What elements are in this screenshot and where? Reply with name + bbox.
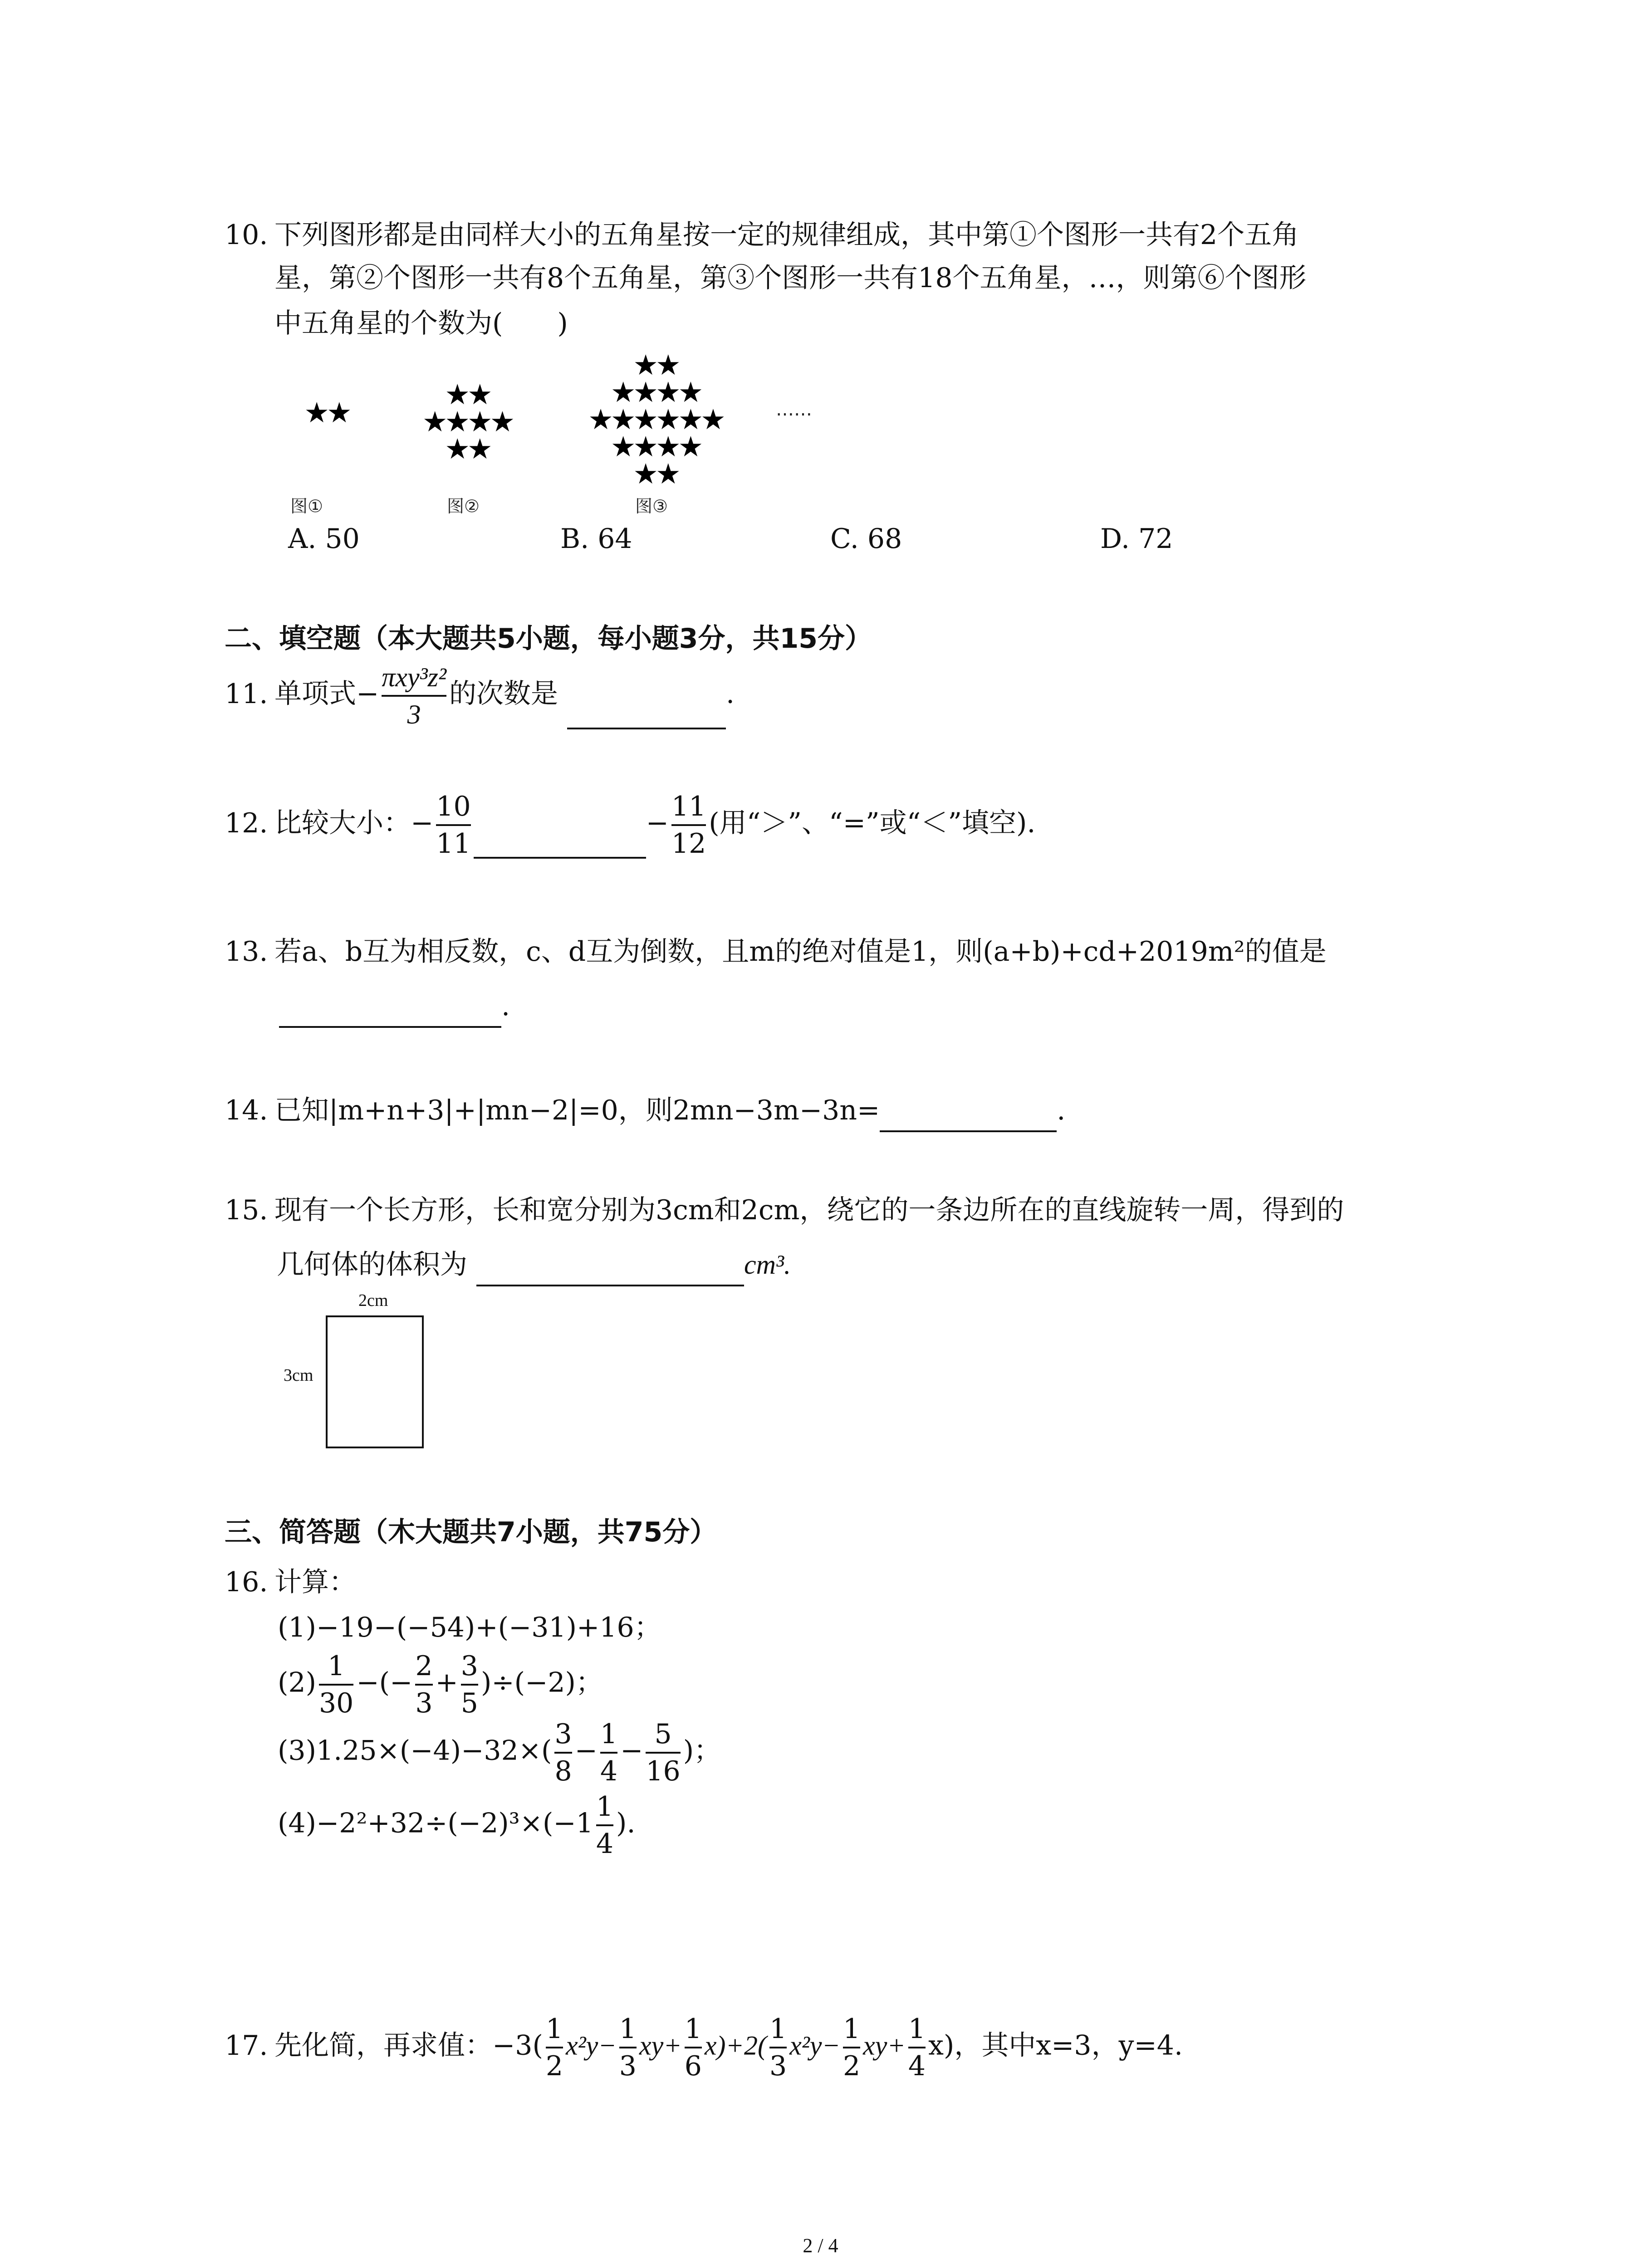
caption-fig3: 图③ [635, 496, 668, 516]
q11-denominator: 3 [407, 699, 421, 729]
q16-p2-frac3 [461, 1651, 478, 1718]
denominator: 4 [908, 2050, 926, 2082]
numerator: 1 [600, 1718, 618, 1750]
numerator: 3 [460, 1650, 478, 1682]
section-3-title: 三、简答题（木大题共7小题，共75分） [225, 1516, 717, 1548]
q12-answer-blank[interactable] [474, 825, 646, 859]
star-row: ★★ [304, 396, 349, 429]
denominator: 2 [545, 2050, 563, 2082]
q16-p3-frac3 [646, 1719, 680, 1786]
q10-number: 10. [225, 219, 268, 251]
q11 [225, 662, 735, 729]
q16-p2-a: (2) [278, 1667, 316, 1699]
numerator: 1 [328, 1650, 345, 1682]
q17-number: 17. [225, 2029, 268, 2062]
q16-p2-c: + [435, 1667, 458, 1699]
q16-part1: (1)−19−(−54)+(−31)+16； [278, 1612, 661, 1643]
section-2-title: 二、填空题（本大题共5小题，每小题3分，共15分） [225, 623, 872, 655]
numerator: 1 [619, 2013, 637, 2045]
fraction-bar [596, 1824, 613, 1826]
numerator: 1 [545, 2013, 563, 2045]
star-row: ★★ [633, 457, 678, 490]
q16-header [225, 1560, 356, 1604]
rect-height-label: 3cm [284, 1366, 314, 1385]
fraction-bar [600, 1752, 617, 1754]
q16-p3-d: )； [683, 1735, 721, 1767]
q11-fraction [382, 662, 446, 729]
fraction-bar [461, 1684, 478, 1686]
q14-end: . [1057, 1095, 1066, 1126]
q11-answer-blank[interactable] [567, 696, 726, 729]
q12-prefix: 比较大小：− [274, 807, 434, 839]
q15-line1 [225, 1188, 1344, 1232]
q13-answer-blank[interactable] [279, 994, 501, 1028]
q14 [225, 1089, 1065, 1132]
numerator: 1 [596, 1791, 614, 1823]
q16-title: 计算： [274, 1566, 356, 1598]
fraction-bar [769, 2047, 787, 2048]
rectangle-figure [326, 1315, 424, 1448]
denominator: 30 [319, 1687, 354, 1719]
q17-t2: xy+ [639, 2030, 682, 2061]
q17-t1: x²y− [566, 2030, 617, 2061]
denominator: 3 [415, 1687, 433, 1719]
q15-number: 15. [225, 1194, 268, 1226]
q15-unit: cm³. [744, 1250, 791, 1280]
q15-text-2: 几何体的体积为 [277, 1249, 467, 1281]
q13-end: . [501, 990, 510, 1022]
option-d: D. 72 [1100, 523, 1173, 555]
denominator: 4 [600, 1755, 618, 1787]
star-row: ★★ [445, 378, 490, 411]
q16-p3-frac2 [600, 1719, 617, 1786]
q11-number: 11. [225, 678, 268, 710]
q12-f2-numerator: 11 [671, 791, 706, 822]
q16-p2-frac2 [415, 1651, 432, 1718]
q14-answer-blank[interactable] [880, 1099, 1057, 1132]
fraction-bar [415, 1684, 432, 1686]
q10-line3: 中五角星的个数为( ) [274, 308, 568, 339]
q11-numerator: πxy³z² [382, 662, 446, 692]
q16-p2-frac1 [319, 1651, 353, 1718]
denominator: 2 [843, 2050, 861, 2082]
q17-frac3 [685, 2014, 702, 2081]
star-row: ★★★★★★ [588, 403, 723, 436]
q15-line2 [277, 1243, 791, 1286]
caption-fig1: 图① [290, 496, 323, 516]
fraction-bar [436, 824, 470, 826]
q16-p2-b: −(− [356, 1667, 413, 1699]
q10-line1 [225, 213, 1299, 257]
numerator: 1 [843, 2013, 861, 2045]
q15-text-1: 现有一个长方形，长和宽分别为3cm和2cm，绕它的一条边所在的直线旋转一周，得到的 [274, 1194, 1344, 1226]
q12-number: 12. [225, 807, 268, 839]
q17-frac1 [546, 2014, 563, 2081]
q17-frac5 [843, 2014, 860, 2081]
q13 [225, 930, 1327, 973]
numerator: 1 [908, 2013, 926, 2045]
q17-prefix: 先化简，再求值：−3( [274, 2029, 543, 2062]
q16-part2 [278, 1651, 603, 1718]
q17-t5: xy+ [863, 2030, 906, 2061]
option-b: B. 64 [560, 523, 632, 555]
q12-f2-denominator: 12 [671, 828, 706, 860]
star-row: ★★★★ [610, 430, 701, 463]
option-c: C. 68 [830, 523, 902, 555]
denominator: 8 [554, 1755, 572, 1787]
q16-p3-a: (3)1.25×(−4)−32×( [278, 1735, 552, 1767]
q10-text-1: 下列图形都是由同样大小的五角星按一定的规律组成，其中第①个图形一共有2个五角 [274, 219, 1299, 251]
q16-p4-a: (4)−2²+32÷(−2)³×(−1 [278, 1807, 593, 1839]
caption-fig2: 图② [447, 496, 480, 516]
numerator: 1 [769, 2013, 787, 2045]
q11-end: . [725, 678, 735, 710]
q17-frac2 [619, 2014, 637, 2081]
q17-t3: x)+2( [704, 2030, 767, 2061]
q12-mid: − [646, 807, 669, 839]
star-row: ★★★★ [422, 405, 513, 438]
fraction-bar [671, 824, 706, 826]
q12-suffix: (用“＞”、“=”或“＜”填空). [709, 807, 1036, 839]
fraction-bar [554, 1752, 572, 1754]
option-a: A. 50 [288, 523, 360, 555]
q12-fraction-2 [671, 792, 706, 859]
figure-2-stars [413, 378, 522, 465]
q12-f1-denominator: 11 [436, 828, 471, 860]
q16-p3-b: − [574, 1735, 598, 1767]
page-number: 2 / 4 [803, 2234, 838, 2257]
star-row: ★★ [445, 432, 490, 465]
fraction-bar [382, 695, 446, 697]
q16-p2-d: )÷(−2)； [480, 1667, 603, 1699]
star-row: ★★ [633, 348, 678, 381]
q17-frac6 [908, 2014, 926, 2081]
q16-p4-b: ). [616, 1807, 636, 1839]
numerator: 2 [415, 1650, 433, 1682]
figure-1-stars [281, 396, 372, 429]
q11-suffix: 的次数是 [449, 678, 558, 710]
star-row: ★★★★ [610, 376, 701, 409]
q12-f1-numerator: 10 [436, 791, 471, 822]
figure-ellipsis: …… [776, 399, 812, 420]
q16-part4 [278, 1792, 636, 1859]
denominator: 6 [684, 2050, 702, 2082]
q17 [225, 2014, 1183, 2081]
q16-number: 16. [225, 1566, 268, 1598]
fraction-bar [646, 1752, 680, 1754]
fraction-bar [319, 1684, 353, 1686]
fraction-bar [685, 2047, 702, 2048]
q15-answer-blank[interactable] [476, 1253, 744, 1286]
q14-text: 已知|m+n+3|+|mn−2|=0，则2mn−3m−3n= [274, 1095, 880, 1126]
q16-p4-frac [596, 1792, 613, 1859]
q16-p3-frac1 [554, 1719, 572, 1786]
denominator: 5 [460, 1687, 478, 1719]
figure-3-stars [576, 348, 735, 490]
q12 [225, 792, 1036, 859]
fraction-bar [619, 2047, 637, 2048]
q17-t4: x²y− [789, 2030, 840, 2061]
denominator: 3 [619, 2050, 637, 2082]
q11-prefix: 单项式− [274, 678, 379, 710]
denominator: 16 [646, 1755, 681, 1787]
numerator: 5 [654, 1718, 672, 1750]
q16-p3-c: − [620, 1735, 643, 1767]
fraction-bar [843, 2047, 860, 2048]
fraction-bar [908, 2047, 926, 2048]
q13-answer-line [279, 984, 510, 1028]
fraction-bar [546, 2047, 563, 2048]
q17-t6: x)，其中x=3，y=4. [928, 2029, 1183, 2062]
denominator: 3 [769, 2050, 787, 2082]
q13-text: 若a、b互为相反数，c、d互为倒数，且m的绝对值是1，则(a+b)+cd+2019m²的值是 [274, 936, 1327, 968]
q17-frac4 [769, 2014, 787, 2081]
denominator: 4 [596, 1828, 614, 1860]
q13-number: 13. [225, 936, 268, 968]
q14-number: 14. [225, 1095, 268, 1126]
numerator: 3 [554, 1718, 572, 1750]
numerator: 1 [684, 2013, 702, 2045]
rect-width-label: 2cm [358, 1291, 388, 1310]
q10-line2: 星，第②个图形一共有8个五角星，第③个图形一共有18个五角星，…，则第⑥个图形 [274, 262, 1307, 294]
q16-part3 [278, 1719, 721, 1786]
q12-fraction-1 [436, 792, 470, 859]
